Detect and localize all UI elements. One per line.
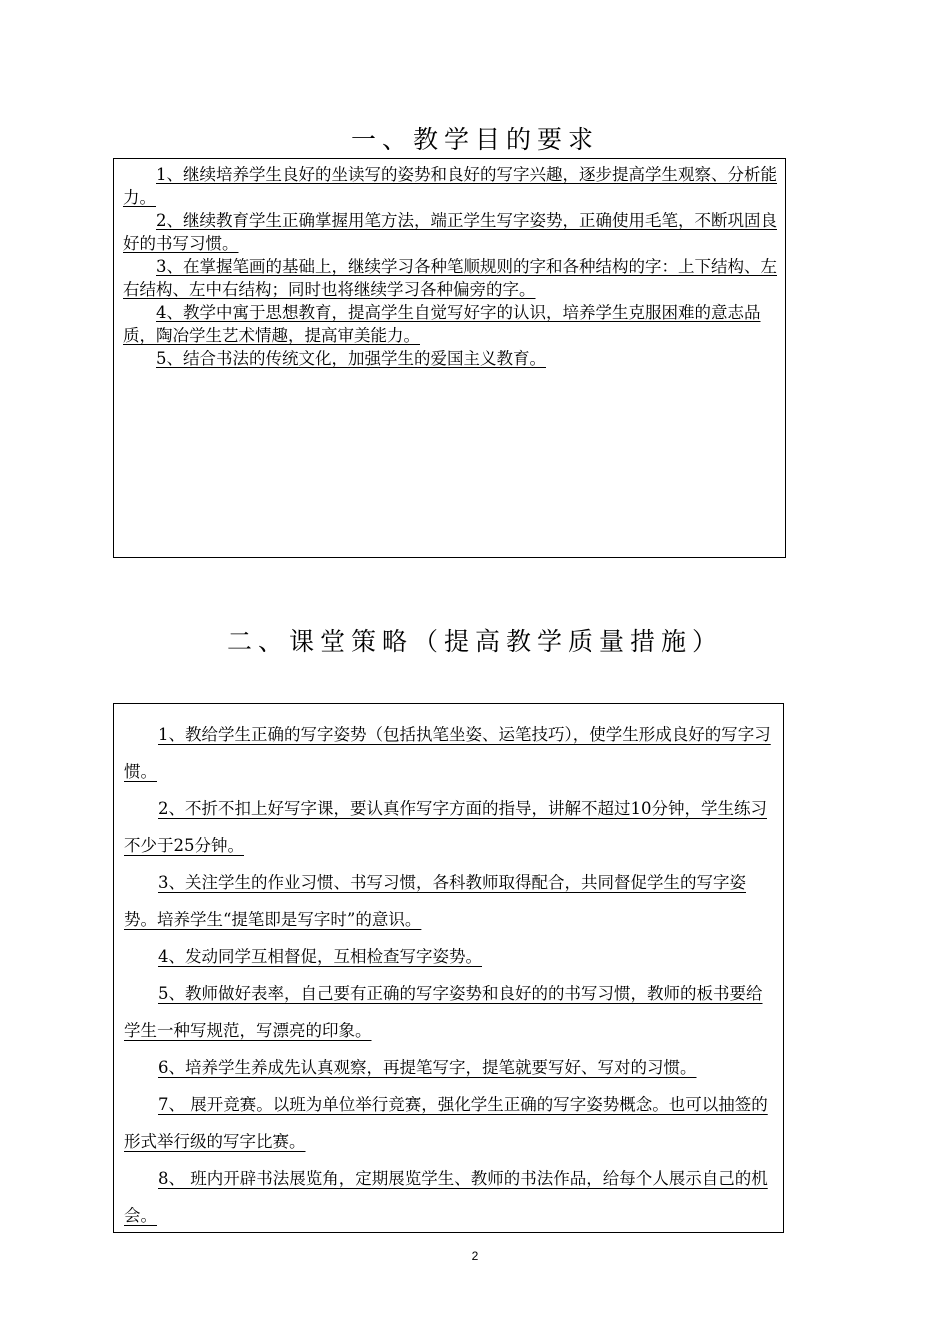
strategy-item-6: 6、培养学生养成先认真观察，再提笔写字，提笔就要写好、写对的习惯。 [158,1058,697,1077]
strategy-item-3: 3、关注学生的作业习惯、书写习惯，各科教师取得配合，共同督促学生的写字姿势。培养学生“提笔即是写字时”的意识。 [124,873,746,929]
goal-item-1: 1、继续培养学生良好的坐读写的姿势和良好的写字兴趣，逐步提高学生观察、分析能力。 [123,165,777,207]
section-1-title: 一、教学目的要求 [350,125,599,154]
page-number: 2 [471,1249,479,1263]
strategy-item-5: 5、教师做好表率，自己要有正确的写字姿势和良好的的书写习惯，教师的板书要给学生一种写规范，写漂亮的印象。 [124,984,763,1040]
goal-item-2: 2、继续教育学生正确掌握用笔方法，端正学生写字姿势，正确使用毛笔，不断巩固良好的书写习惯。 [123,211,777,253]
classroom-strategy-box [113,703,784,1233]
strategy-item-1: 1、教给学生正确的写字姿势（包括执笔坐姿、运笔技巧），使学生形成良好的写字习惯。 [124,725,771,781]
section-2-title: 二、课堂策略（提高教学质量措施） [226,627,723,656]
goal-item-4: 4、教学中寓于思想教育，提高学生自觉写好字的认识，培养学生克服困难的意志品质，陶冶学生艺术情趣，提高审美能力。 [123,303,761,345]
teaching-goals-box [113,158,786,558]
goal-item-5: 5、结合书法的传统文化，加强学生的爱国主义教育。 [156,349,546,368]
strategy-item-4: 4、发动同学互相督促，互相检查写字姿势。 [158,947,482,966]
goal-item-3: 3、在掌握笔画的基础上，继续学习各种笔顺规则的字和各种结构的字：上下结构、左右结构、左中右结构；同时也将继续学习各种偏旁的字。 [123,257,777,299]
strategy-item-8: 8、 班内开辟书法展览角，定期展览学生、教师的书法作品，给每个人展示自己的机会。 [124,1169,768,1225]
strategy-item-7: 7、 展开竞赛。以班为单位举行竞赛，强化学生正确的写字姿势概念。也可以抽签的形式举行级的写字比赛。 [124,1095,768,1151]
strategy-item-2: 2、不折不扣上好写字课，要认真作写字方面的指导，讲解不超过10分钟，学生练习不少于25分钟。 [124,799,767,855]
